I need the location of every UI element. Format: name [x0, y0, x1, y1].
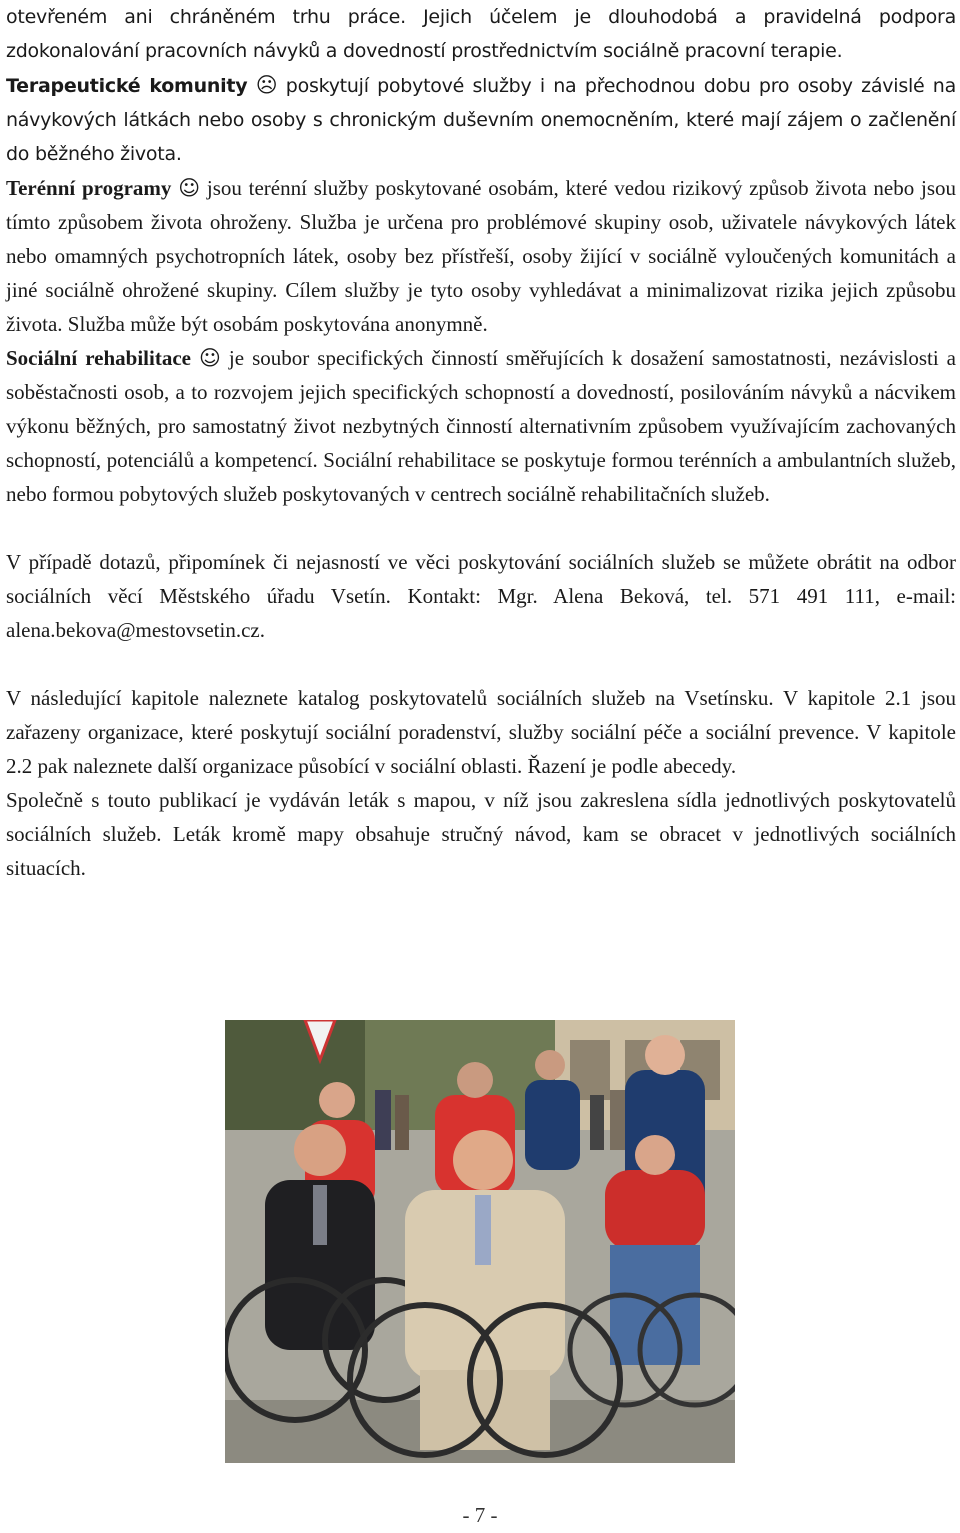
field-programs-text: jsou terénní služby poskytované osobám, které vedou rizikový způsob života nebo jsou tímto způsobem života ohroženy. Služba je určena pro problémové skupiny osob, uživatele návykových látek nebo omamných psychotropních látek, osoby bez přístřeší, osoby žijící v sociálně vyloučených komunitách a jiné sociálně ohrožené skupiny. Cílem služby je tyto osoby vyhledávat a minimalizovat rizika jejich způsobu života. Služba může být osobám poskytována anonymně.: [6, 176, 956, 336]
field-programs-term: Terénní programy: [6, 176, 172, 200]
frown-icon: ☹: [255, 73, 278, 97]
therapeutic-communities-text: poskytují pobytové služby i na přechodnou dobu pro osoby závislé na návykových látkách nebo osoby s chronickým duševním onemocněním, které mají zájem o začlenění do běžného života.: [6, 75, 956, 165]
social-rehabilitation-text: je soubor specifických činností směřujících k dosažení samostatnosti, nezávislosti a soběstačnosti osob, a to rozvojem jejich specifických schopností a dovedností, posilováním návyků a nácvikem výkonu běžných, pro samostatný život nezbytných činností alternativním způsobem využívajícím zachovaných schopností, potenciálů a kompetencí. Sociální rehabilitace se poskytuje formou terénních a ambulantních služeb, nebo formou pobytových služeb poskytovaných v centrech sociálně rehabilitačních služeb.: [6, 346, 957, 506]
leaflet-paragraph: Společně s touto publikací je vydáván leták s mapou, v níž jsou zakreslena sídla jednotlivých poskytovatelů sociálních služeb. Leták kromě mapy obsahuje stručný návod, kam se obracet v jednotlivých sociálních situacích.: [6, 788, 956, 880]
spacer: [6, 647, 956, 681]
therapeutic-communities-paragraph: [6, 68, 956, 171]
page-number: - 7 -: [462, 1503, 498, 1527]
catalog-paragraph: V následující kapitole naleznete katalog poskytovatelů sociálních služeb na Vsetínsku. V kapitole 2.1 jsou zařazeny organizace, které poskytují sociální poradenství, služby sociální péče a sociální prevence. V kapitole 2.2 pak naleznete další organizace působící v sociální oblasti. Řazení je podle abecedy.: [6, 686, 956, 778]
photo-wheelchair-group: [225, 1020, 735, 1463]
therapeutic-communities-term: Terapeutické komunity: [6, 75, 248, 97]
smiley-icon: ☺: [199, 346, 221, 370]
intro-paragraph: otevřeném ani chráněném trhu práce. Jejich účelem je dlouhodobá a pravidelná podpora zdokonalování pracovních návyků a dovedností prostřednictvím sociálně pracovní terapie.: [6, 6, 956, 62]
document-page: [6, 0, 956, 885]
social-rehabilitation-paragraph: [6, 341, 956, 511]
smiley-icon: ☺: [178, 176, 201, 200]
contact-paragraph: V případě dotazů, připomínek či nejasností ve věci poskytování sociálních služeb se můžete obrátit na odbor sociálních věcí Městského úřadu Vsetín. Kontakt: Mgr. Alena Beková, tel. 571 491 111, e-mail: alena.bekova@mestovsetin.cz.: [6, 550, 956, 642]
spacer: [6, 511, 956, 545]
field-programs-paragraph: [6, 171, 956, 341]
social-rehabilitation-term: Sociální rehabilitace: [6, 346, 191, 370]
